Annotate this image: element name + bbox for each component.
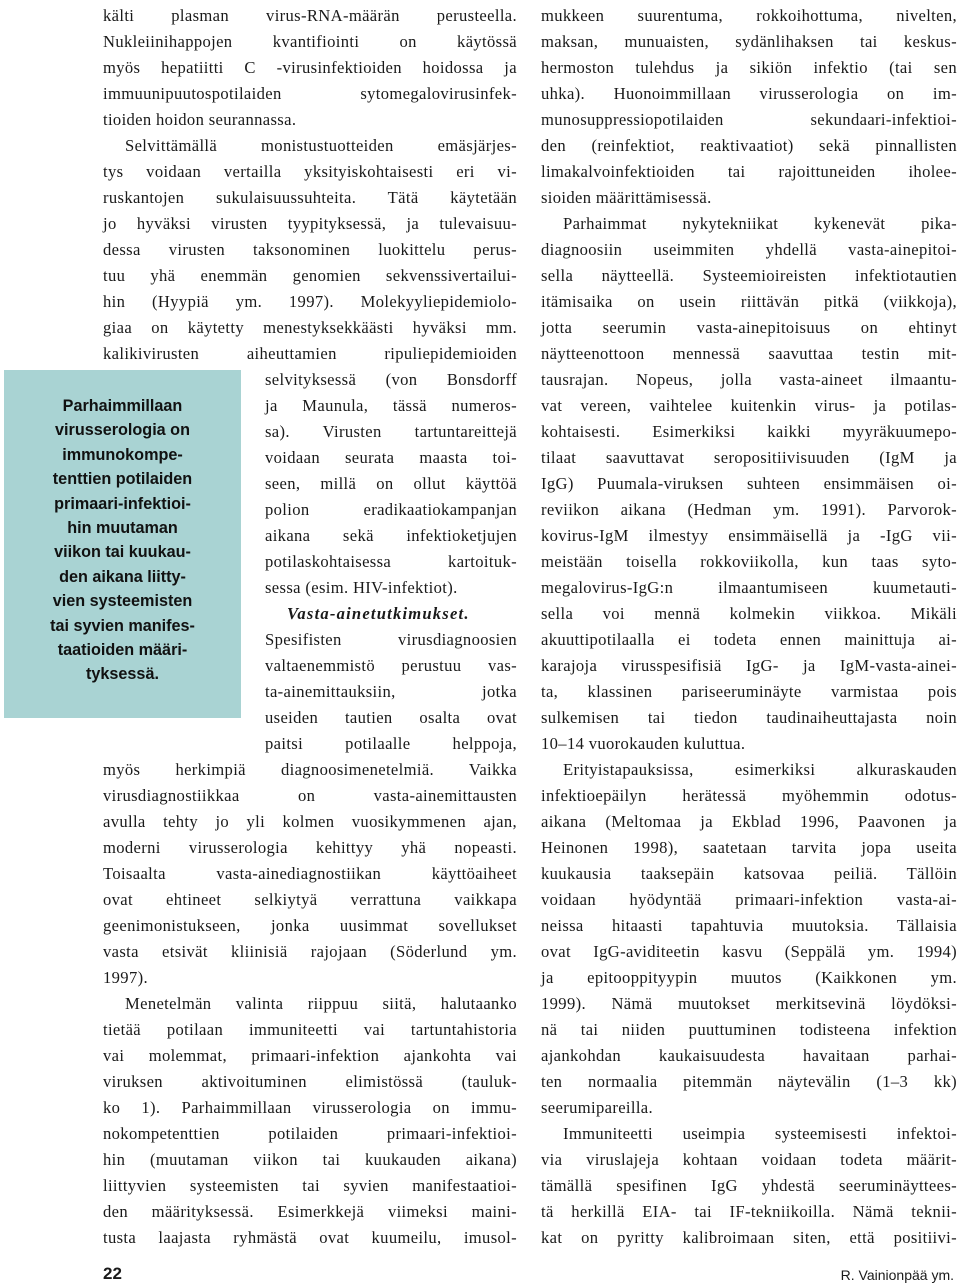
text-line: tietää potilaan immuniteetti vai tartuntahistoria xyxy=(103,1020,517,1039)
text-line: sa). Virusten tartuntareittejä xyxy=(265,422,517,441)
text-line: ko 1). Parhaimmillaan virusserologia on immu- xyxy=(103,1098,517,1117)
text-line: immuunipuutospotilaiden sytomegalovirusinfek- xyxy=(103,84,517,103)
text-line: avulla tehty jo yli kolmen vuosikymmenen ajan, xyxy=(103,812,517,831)
pullquote-text xyxy=(4,394,241,687)
text-line: polion eradikaatiokampanjan xyxy=(265,500,517,519)
pullquote-line: virusserologia on xyxy=(55,421,190,440)
text-line: vai molemmat, primaari-infektion ajankohta vai xyxy=(103,1046,517,1065)
text-line: paitsi potilaalle helppoja, xyxy=(265,734,517,753)
text-line: hermoston tulehdus ja sikiön infektio (tai sen xyxy=(541,58,957,77)
pullquote-line: den aikana liitty- xyxy=(59,567,186,586)
text-line: Erityistapauksissa, esimerkiksi alkuraskauden xyxy=(563,760,957,779)
text-line: aikana (Meltomaa ja Ekblad 1996, Paavonen ja xyxy=(541,812,957,831)
text-line: ovat IgG-aviditeetin kasvu (Seppälä ym. 1994) xyxy=(541,942,957,961)
text-line: kovirus-IgM ilmestyy ensimmäisellä ja -IgG vii- xyxy=(541,526,957,545)
pullquote-line: viikon tai kuukau- xyxy=(54,543,191,562)
text-line: liittyvien systeemisten tai syvien manifestaatioi- xyxy=(103,1176,517,1195)
text-line: myös hepatiitti C -virusinfektioiden hoidossa ja xyxy=(103,58,517,77)
text-line: ruskantojen sukulaisuussuhteita. Tätä käytetään xyxy=(103,188,517,207)
text-line: Parhaimmat nykytekniikat kykenevät pika- xyxy=(563,214,957,233)
text-line: virusdiagnostiikkaa on vasta-ainemittausten xyxy=(103,786,517,805)
text-line: kälti plasman virus-RNA-määrän perusteella. xyxy=(103,6,517,25)
text-line: sella näytteellä. Systeemioireisten infektiotautien xyxy=(541,266,957,285)
text-line: diagnoosiin useimmiten yhdellä vasta-ainepitoi- xyxy=(541,240,957,259)
text-line: tausrajan. Nopeus, jolla vasta-aineet ilmaantu- xyxy=(541,370,957,389)
pullquote-line: tenttien potilaiden xyxy=(52,470,193,489)
text-line: ten normaalia pitemmän näytevälin (1–3 kk) xyxy=(541,1072,957,1091)
text-line: useiden tautien osalta ovat xyxy=(265,708,517,727)
text-line: megalovirus-IgG:n ilmaantumiseen kuumetauti- xyxy=(541,578,957,597)
text-line: seerumipareilla. xyxy=(541,1098,654,1117)
text-line: Nukleiinihappojen kvantifiointi on käytössä xyxy=(103,32,517,51)
text-line: 1997). xyxy=(103,968,148,987)
text-line: via viruslajeja kohtaan voidaan todeta määrit- xyxy=(541,1150,957,1169)
text-line: maksan, munuaisten, sydänlihaksen tai keskus- xyxy=(541,32,957,51)
text-line: mukkeen suurentuma, rokkoihottuma, nivelten, xyxy=(541,6,957,25)
text-line: hin (Hyypiä ym. 1997). Molekyyliepidemiolo- xyxy=(103,292,517,311)
subheading: Vasta-ainetutkimukset. xyxy=(287,604,470,623)
text-line: kohtaisesti. Esimerkiksi kaikki myyräkuumepo- xyxy=(541,422,957,441)
text-line: näytteenottoon mennessä saavuttaa testin mit- xyxy=(541,344,957,363)
text-line: geenimonistukseen, jonka uusimmat sovellukset xyxy=(103,916,517,935)
text-line: ja Maunula, tässä numeros- xyxy=(265,396,517,415)
text-line: kuukausia taaksepäin katsovaa peiliä. Tällöin xyxy=(541,864,957,883)
text-line: tä herkillä EIA- tai IF-tekniikoilla. Nämä teknii- xyxy=(541,1202,957,1221)
text-line: selvityksessä (von Bonsdorff xyxy=(265,370,517,389)
text-line: Menetelmän valinta riippuu siitä, halutaanko xyxy=(125,994,517,1013)
text-line: 10–14 vuorokauden kuluttua. xyxy=(541,734,746,753)
text-line: ta, klassinen pariseeruminäyte varmistaa pois xyxy=(541,682,957,701)
text-line: uhka). Huonoimmillaan virusserologia on im- xyxy=(541,84,957,103)
pullquote-line: immunokompe- xyxy=(62,445,183,464)
text-line: nokompetenttien potilaiden primaari-infektioi- xyxy=(103,1124,517,1143)
text-line: itämisaika on usein riittävän pitkä (viikkoja), xyxy=(541,292,957,311)
text-line: jotta seerumin vasta-ainepitoisuus on ehtinyt xyxy=(541,318,957,337)
text-line: giaa on käytetty menestyksekkäästi hyväksi mm. xyxy=(103,318,517,337)
text-line: hin (muutaman viikon tai kuukauden aikana) xyxy=(103,1150,517,1169)
text-line: viruksen aktivoituminen elimistössä (tauluk- xyxy=(103,1072,517,1091)
text-line: kalikivirusten aiheuttamien ripuliepidemioiden xyxy=(103,344,517,363)
text-line: tämällä spesifinen IgG yhdestä seeruminäyttees- xyxy=(541,1176,957,1195)
pullquote-line: tyksessä. xyxy=(86,665,159,684)
text-line: Heinonen 1998), saatetaan tarvita jopa useita xyxy=(541,838,957,857)
text-line: tys voidaan vertailla yksityiskohtaisesti eri vi- xyxy=(103,162,517,181)
text-line: sessa (esim. HIV-infektiot). xyxy=(265,578,458,597)
text-line: infektioepäilyn herätessä myöhemmin odotus- xyxy=(541,786,957,805)
text-line: munosuppressiopotilaiden sekundaari-infektioi- xyxy=(541,110,957,129)
text-line: tilaat saavuttavat seropositiivisuuden (IgM ja xyxy=(541,448,957,467)
pullquote-line: primaari-infektioi- xyxy=(54,494,191,513)
text-line: voidaan hyödyntää primaari-infektion vasta-ai- xyxy=(541,890,957,909)
text-line: vat vereen, vaihtelee kuitenkin virus- ja potilas- xyxy=(541,396,957,415)
text-line: sulkemisen tai tiedon taudinaiheuttajasta noin xyxy=(541,708,957,727)
text-line: kat on pyritty kalibroimaan siten, että positiivi- xyxy=(541,1228,957,1247)
text-line: ajankohdan kaukaisuudesta havaitaan parhai- xyxy=(541,1046,957,1065)
text-line: moderni virusserologia kehittyy yhä nopeasti. xyxy=(103,838,517,857)
text-line: valtaenemmistö perustuu vas- xyxy=(265,656,517,675)
pullquote-line: taatioiden määri- xyxy=(57,641,188,660)
text-line: dessa virusten taksonominen luokittelu perus- xyxy=(103,240,517,259)
text-line: den (reinfektiot, reaktivaatiot) sekä pinnallisten xyxy=(541,136,957,155)
text-line: voidaan seurata maasta toi- xyxy=(265,448,517,467)
text-line: jo hyväksi virusten tyypityksessä, ja tulevaisuu- xyxy=(103,214,517,233)
text-line: aikana sekä infektioketjujen xyxy=(265,526,517,545)
text-line: potilaskohtaisessa kartoituk- xyxy=(265,552,517,571)
text-line: 1999). Nämä muutokset merkitsevinä löydöksi- xyxy=(541,994,957,1013)
pullquote-line: Parhaimmillaan xyxy=(62,397,183,415)
text-line: akuuttipotilaalla ei todeta ennen mainittuja ai- xyxy=(541,630,957,649)
text-line: sella voi mennä kolmekin viikkoa. Mikäli xyxy=(541,604,957,623)
text-line: tioiden hoidon seurannassa. xyxy=(103,110,297,129)
text-line: IgG) Puumala-viruksen suhteen ensimmäisen oi- xyxy=(541,474,957,493)
text-line: seen, millä on ollut käyttöä xyxy=(265,474,517,493)
text-line: neissa hitaasti tapahtuvia muutoksia. Tällaisia xyxy=(541,916,957,935)
page-number: 22 xyxy=(103,1264,122,1283)
text-line: Immuniteetti useimpia systeemisesti infektoi- xyxy=(563,1124,957,1143)
pullquote-line: tai syvien manifes- xyxy=(50,616,195,635)
text-line: tusta laajasta ryhmästä ovat kuumeilu, imusol- xyxy=(103,1228,517,1247)
text-line: sioiden määrittämisessä. xyxy=(541,188,712,207)
text-line: den määrityksessä. Esimerkkejä viimeksi maini- xyxy=(103,1202,517,1221)
text-line: karajoja virusspesifisiä IgG- ja IgM-vasta-ainei- xyxy=(541,656,957,675)
text-line: Spesifisten virusdiagnoosien xyxy=(265,630,517,649)
text-line: myös herkimpiä diagnoosimenetelmiä. Vaikka xyxy=(103,760,517,779)
text-line: limakalvoinfektioiden tai rajoittuneiden iholee- xyxy=(541,162,957,181)
text-line: ovat ehtineet selkiytyä verrattuna vaikkapa xyxy=(103,890,517,909)
text-line: reviikon aikana (Hedman ym. 1991). Parvorok- xyxy=(541,500,957,519)
text-line: vasta etsivät kliinisiä rajojaan (Söderlund ym. xyxy=(103,942,517,961)
text-line: ja epitooppityypin muutos (Kaikkonen ym. xyxy=(541,968,957,987)
text-line: Selvittämällä monistustuotteiden emäsjärjes- xyxy=(125,136,517,155)
running-footer-author: R. Vainionpää ym. xyxy=(840,1267,954,1283)
pullquote-line: vien systeemisten xyxy=(52,592,193,611)
text-line: ta-ainemittauksiin, jotka xyxy=(265,682,517,701)
text-line: nä tai niiden puuttuminen todisteena infektion xyxy=(541,1020,957,1039)
text-line: meistään toisella rokkoviikolla, kun taas syto- xyxy=(541,552,957,571)
text-line: Toisaalta vasta-ainediagnostiikan käyttöaiheet xyxy=(103,864,517,883)
pullquote-line: hin muutaman xyxy=(67,519,178,538)
text-line: tuu yhä enemmän genomien sekvenssivertailui- xyxy=(103,266,517,285)
